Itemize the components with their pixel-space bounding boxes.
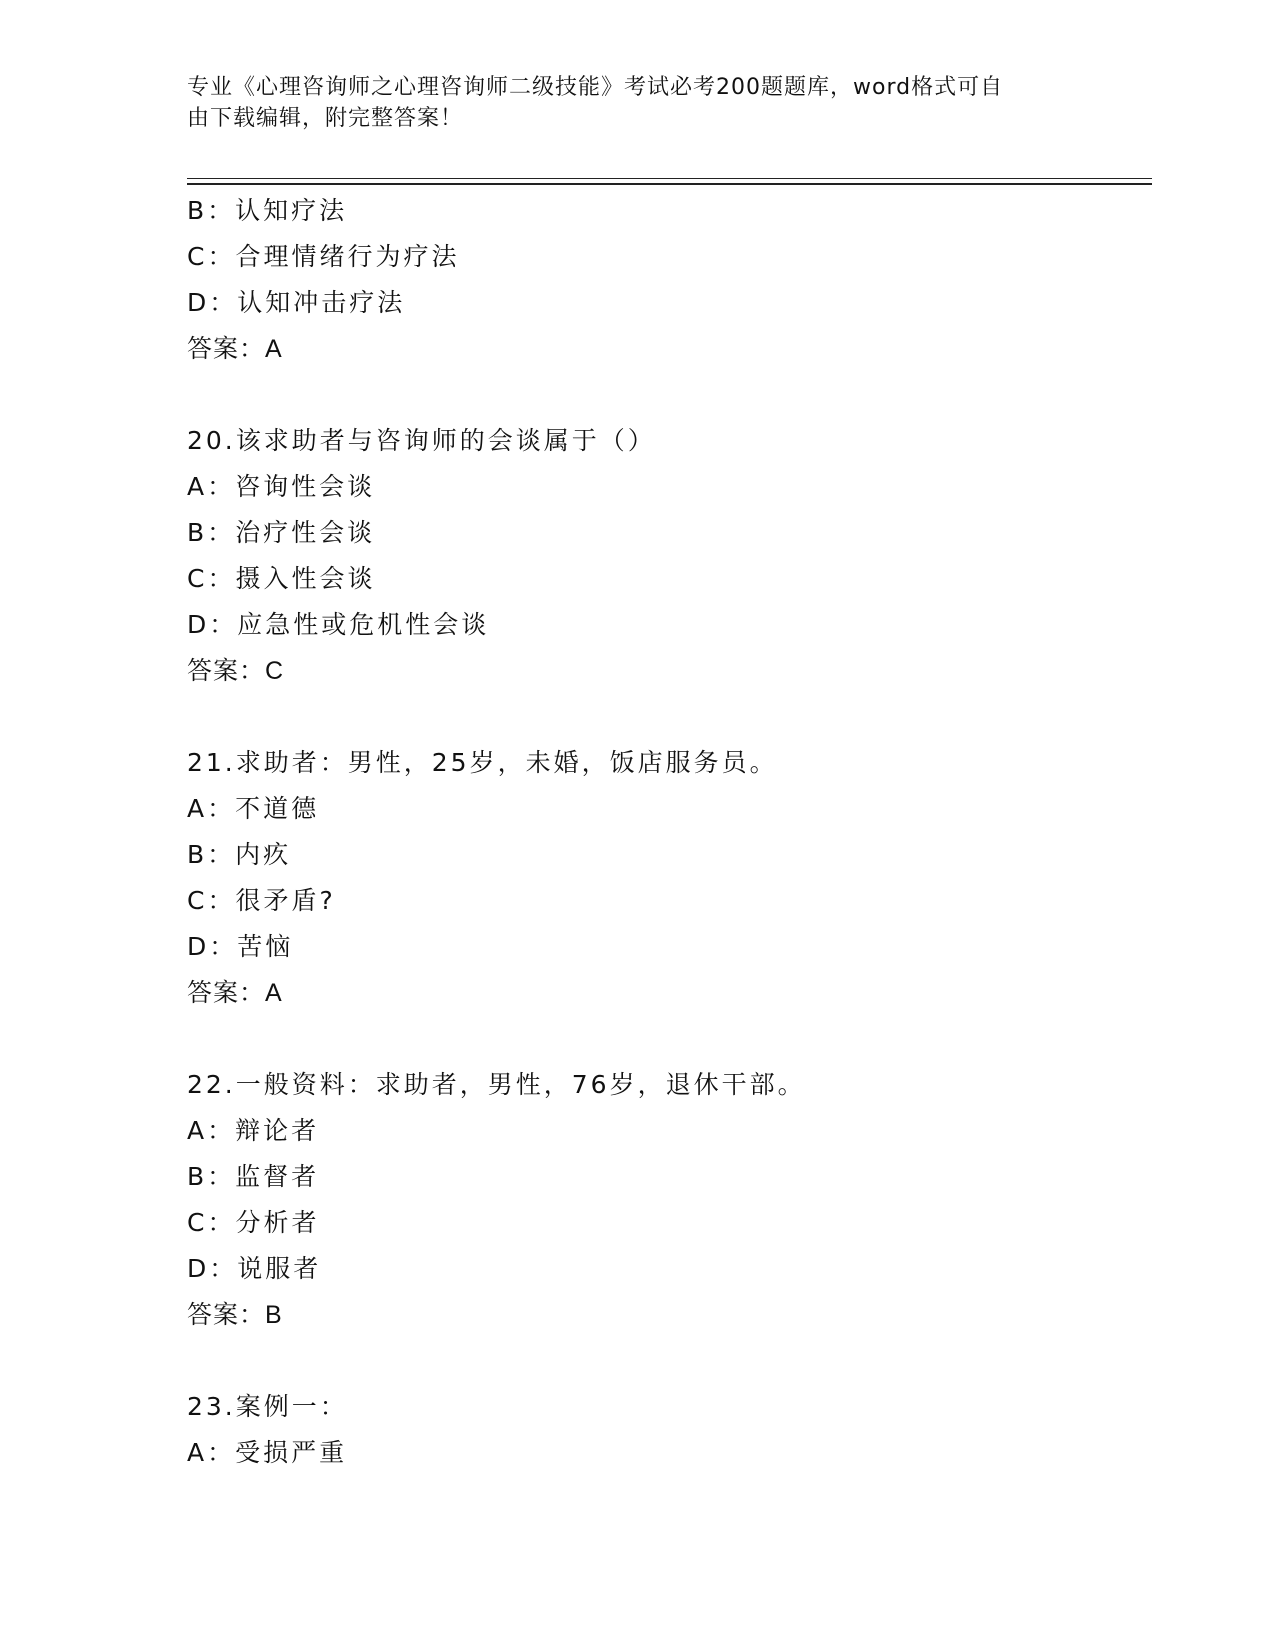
- option-d: D：应急性或危机性会谈: [187, 610, 490, 639]
- option-b: B：监督者: [187, 1162, 320, 1191]
- question-stem: 22.一般资料：求助者，男性，76岁，退休干部。: [187, 1070, 806, 1099]
- spacer: [187, 1016, 1152, 1062]
- option-a: A：不道德: [187, 794, 320, 823]
- question-block-19: [187, 188, 1152, 372]
- option-b: B：内疚: [187, 840, 292, 869]
- option-c: C：很矛盾?: [187, 886, 336, 915]
- question-block-20: [187, 418, 1152, 694]
- option-b: B：认知疗法: [187, 196, 348, 225]
- question-block-22: [187, 1062, 1152, 1338]
- spacer: [187, 1338, 1152, 1384]
- header-line-1: 专业《心理咨询师之心理咨询师二级技能》考试必考200题题库，word格式可自: [187, 75, 1004, 100]
- header-divider-thick: [187, 183, 1152, 185]
- option-c: C：合理情绪行为疗法: [187, 242, 460, 271]
- spacer: [187, 694, 1152, 740]
- question-stem: 23.案例一：: [187, 1392, 348, 1421]
- question-block-21: [187, 740, 1152, 1016]
- header-line-2: 由下载编辑，附完整答案！: [187, 106, 464, 131]
- question-stem: 20.该求助者与咨询师的会谈属于（）: [187, 426, 656, 455]
- answer-text: 答案：B: [187, 1301, 283, 1329]
- header-divider-thin: [187, 178, 1152, 179]
- option-a: A：咨询性会谈: [187, 472, 376, 501]
- option-c: C：摄入性会谈: [187, 564, 376, 593]
- option-a: A：受损严重: [187, 1438, 348, 1467]
- spacer: [187, 372, 1152, 418]
- answer-text: 答案：A: [187, 335, 283, 363]
- question-list: [187, 188, 1152, 1476]
- option-d: D：说服者: [187, 1254, 322, 1283]
- option-a: A：辩论者: [187, 1116, 320, 1145]
- document-header: [187, 72, 1067, 134]
- answer-text: 答案：C: [187, 657, 285, 685]
- option-d: D：认知冲击疗法: [187, 288, 406, 317]
- question-stem: 21.求助者：男性，25岁，未婚，饭店服务员。: [187, 748, 778, 777]
- option-b: B：治疗性会谈: [187, 518, 376, 547]
- option-d: D：苦恼: [187, 932, 294, 961]
- question-block-23: [187, 1384, 1152, 1476]
- answer-text: 答案：A: [187, 979, 283, 1007]
- option-c: C：分析者: [187, 1208, 320, 1237]
